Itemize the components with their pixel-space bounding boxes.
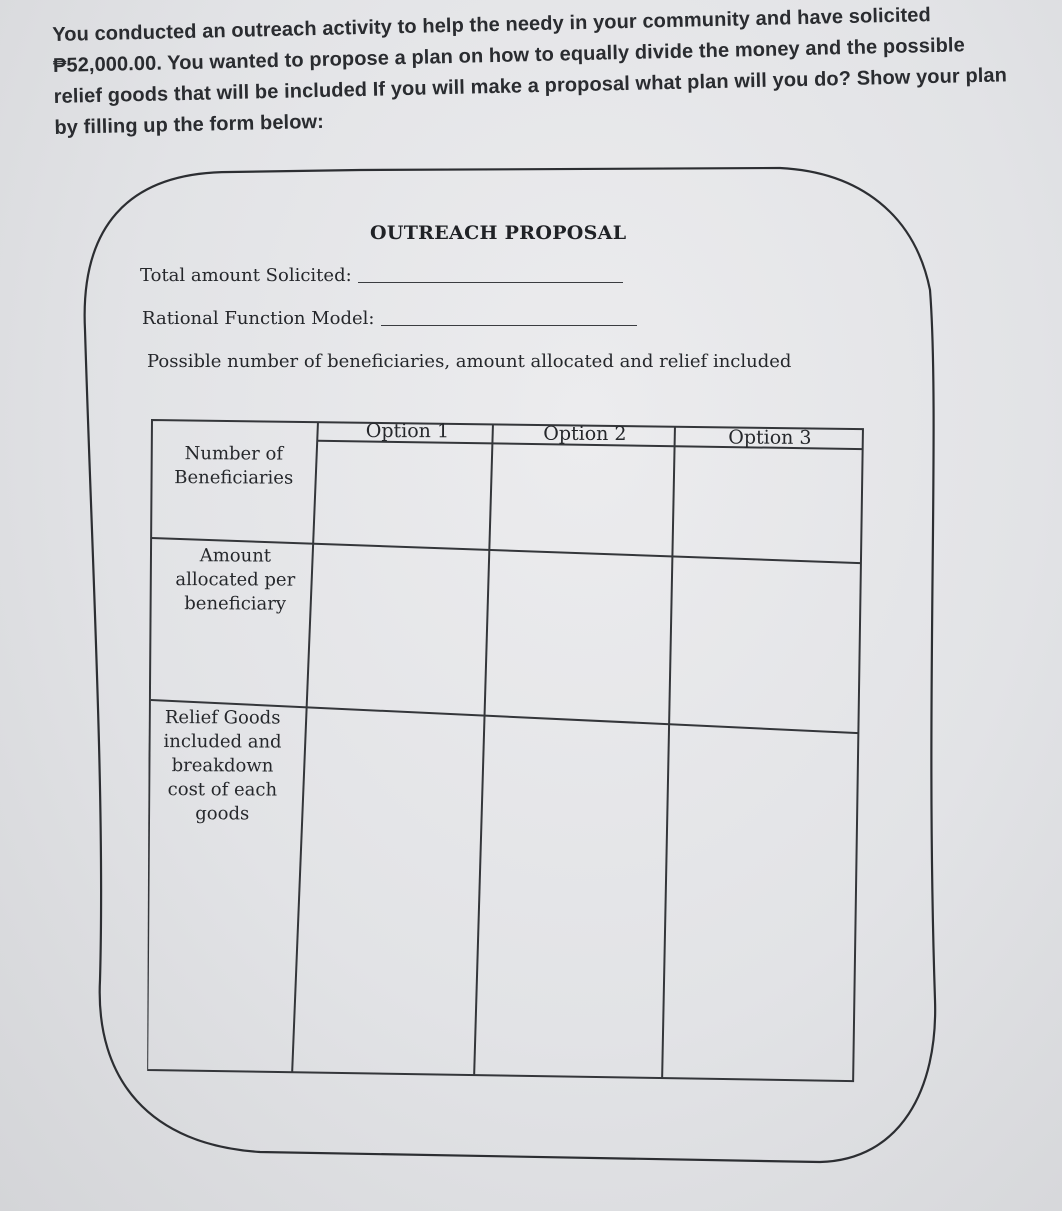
form-title: OUTREACH PROPOSAL xyxy=(370,222,627,244)
column-header-option-1: Option 1 xyxy=(365,419,450,443)
rational-function-label: Rational Function Model: xyxy=(142,308,375,329)
cell-amount-option-3[interactable] xyxy=(673,565,856,726)
total-amount-blank[interactable] xyxy=(358,281,623,283)
cell-amount-option-1[interactable] xyxy=(315,549,488,700)
row-header-number-of-beneficiaries: Number of Beneficiaries xyxy=(174,443,294,489)
total-amount-field xyxy=(140,265,623,286)
beneficiaries-heading: Possible number of beneficiaries, amount allocated and relief included xyxy=(147,351,792,372)
cell-relief-goods-option-3[interactable] xyxy=(666,735,851,1076)
cell-beneficiaries-option-3[interactable] xyxy=(677,452,857,553)
column-header-option-3: Option 3 xyxy=(728,426,812,449)
row-header-amount-allocated: Amount allocated per beneficiary xyxy=(175,545,296,615)
cell-beneficiaries-option-2[interactable] xyxy=(495,450,671,546)
cell-relief-goods-option-2[interactable] xyxy=(479,719,661,1072)
row-header-relief-goods: Relief Goods included and breakdown cost of each goods xyxy=(163,707,282,825)
cell-relief-goods-option-1[interactable] xyxy=(297,714,473,1070)
column-header-option-2: Option 2 xyxy=(543,422,627,446)
total-amount-label: Total amount Solicited: xyxy=(140,265,352,286)
rational-function-blank[interactable] xyxy=(381,324,637,326)
instructions-paragraph: You conducted an outreach activity to help the needy in your community and have solicited ₱52,000.00. You wanted to propose a plan on how to equally divide the money and the possible relief goods that will be included If you will make a proposal what plan will you do? Show your plan by filling up the form below: xyxy=(52,4,1008,139)
proposal-table xyxy=(147,418,865,1081)
rational-function-field xyxy=(142,308,637,329)
cell-amount-option-2[interactable] xyxy=(491,555,670,711)
cell-beneficiaries-option-1[interactable] xyxy=(319,447,489,538)
